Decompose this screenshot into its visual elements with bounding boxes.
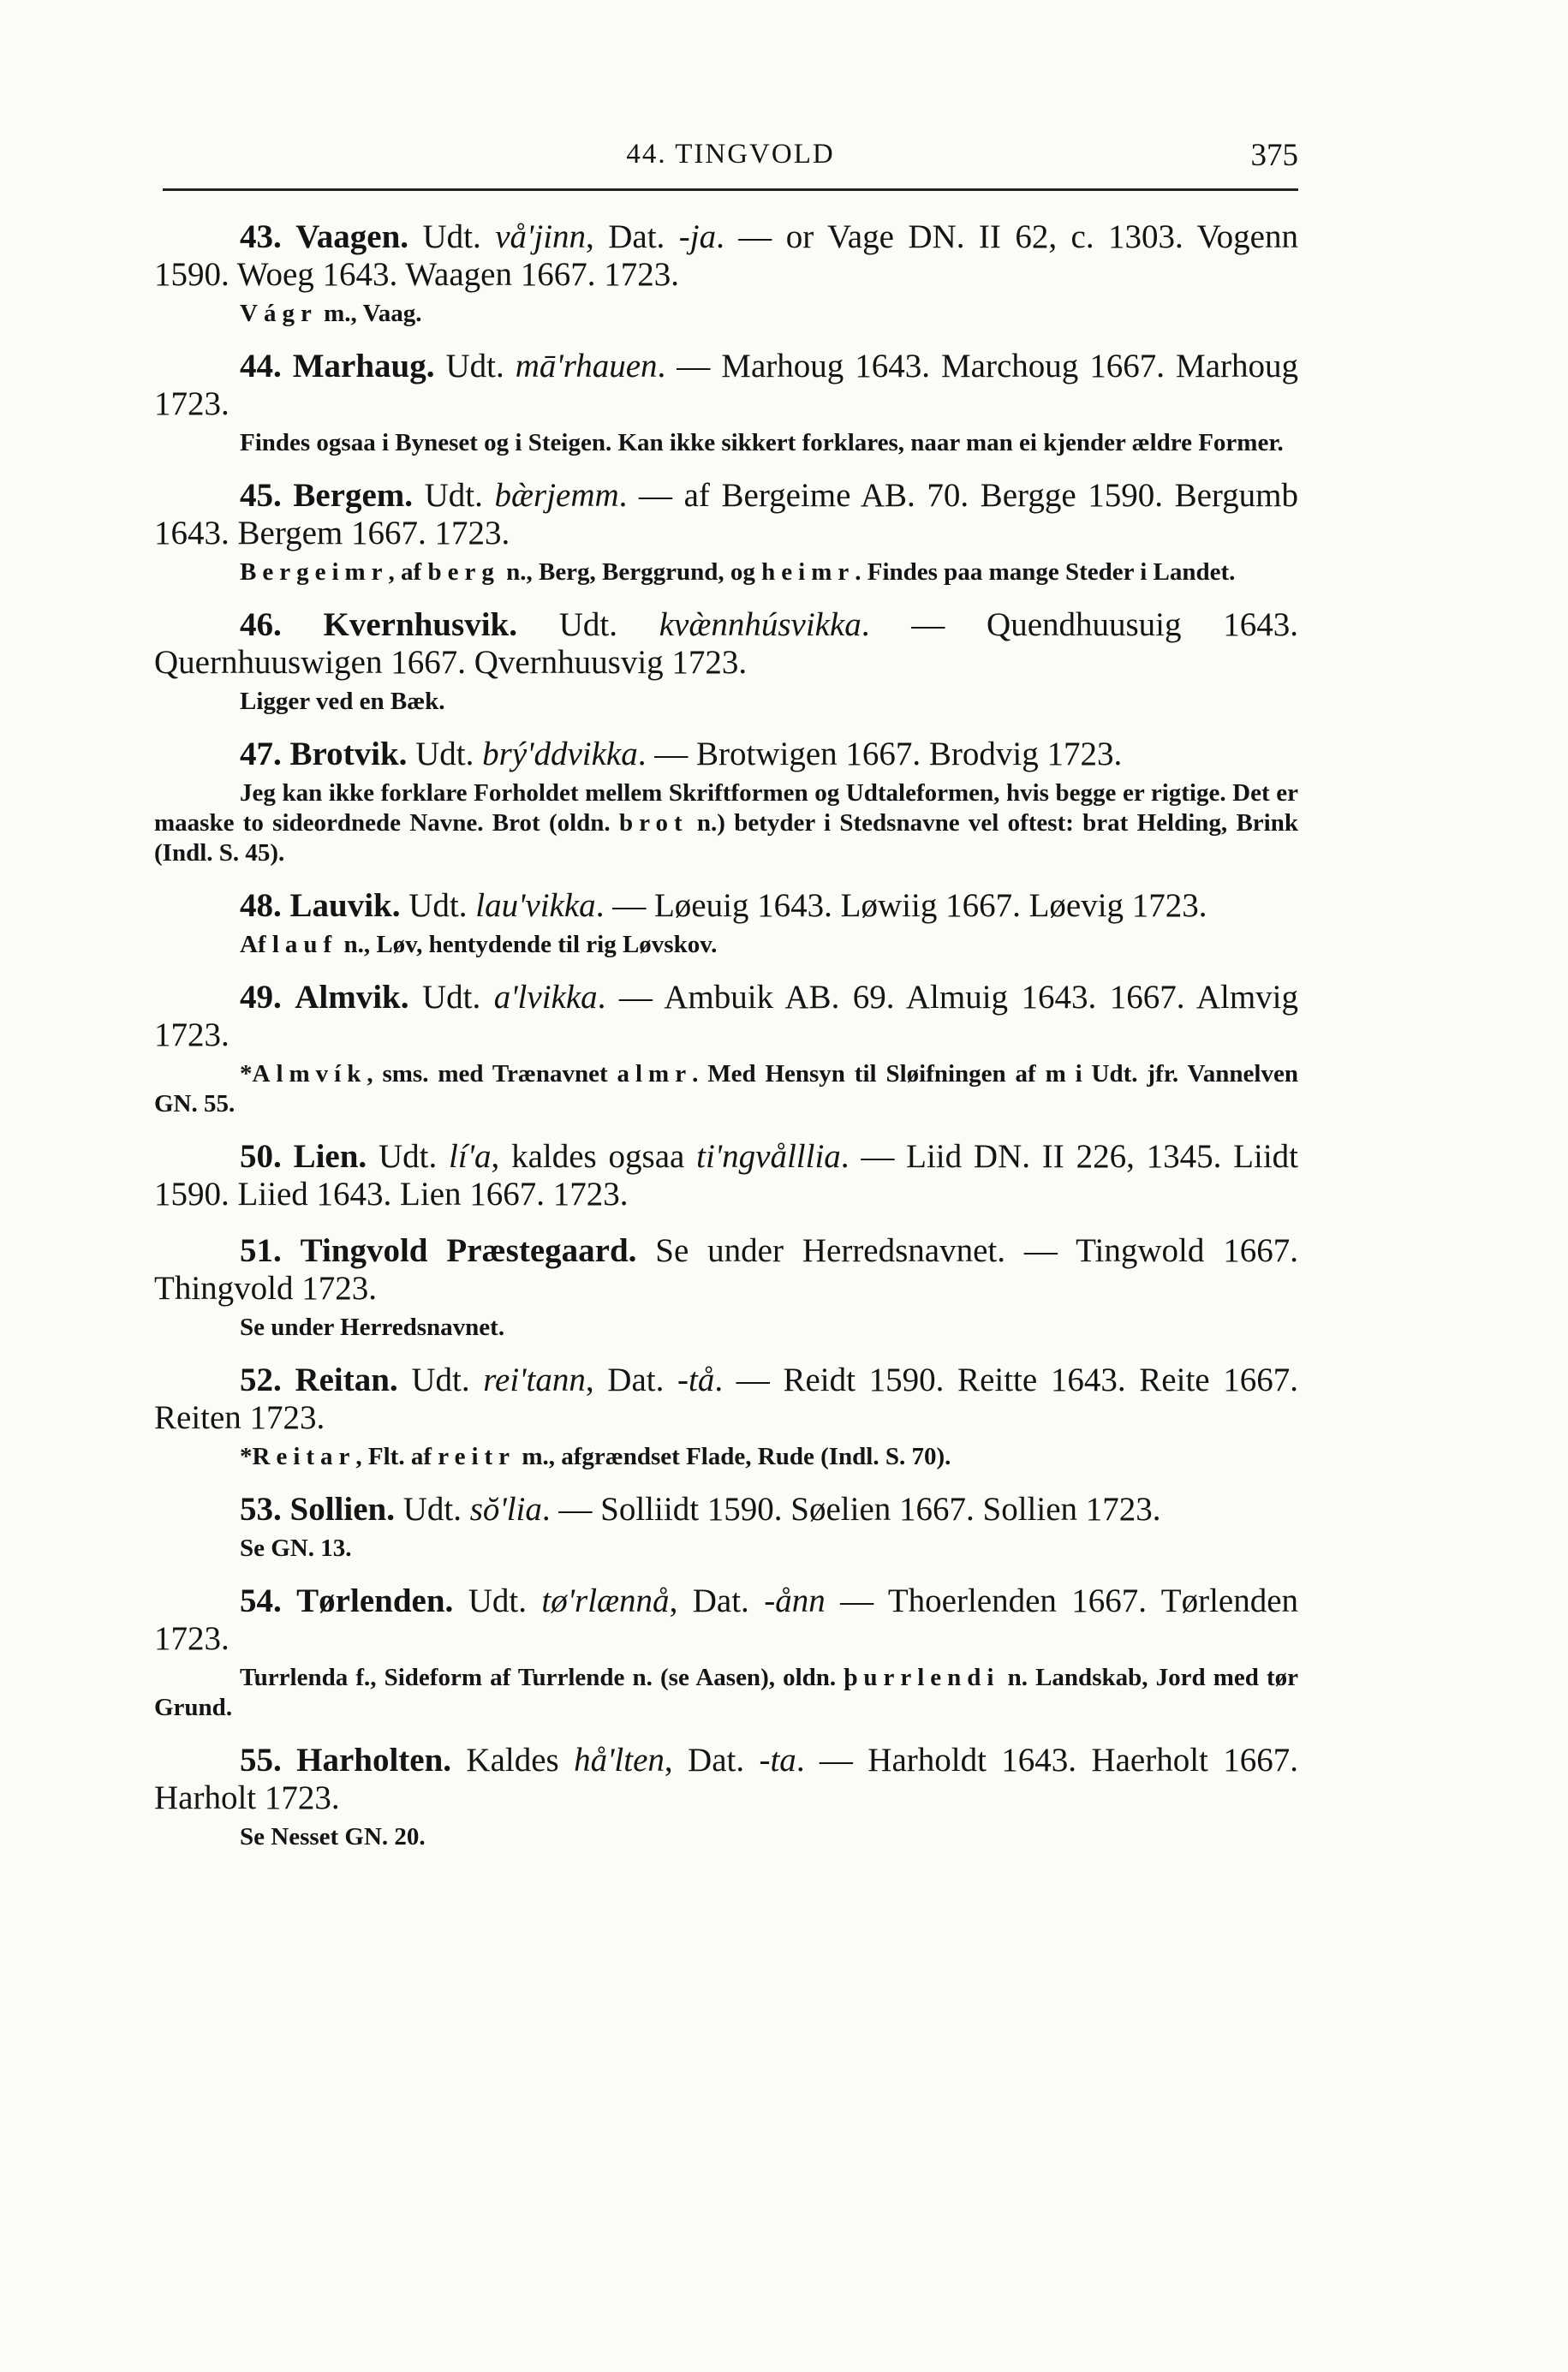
text-run: m., afgrændset Flade, Rude (Indl. S. 70). [516,1443,951,1470]
place-entry [154,477,1298,587]
entry-note [154,1534,1298,1564]
pronunciation: kvæ̀nnhúsvikka [659,606,862,643]
text-run: . — Brotwigen 1667. Brodvig 1723. [637,736,1123,772]
entry-place-name: Almvik. [295,979,409,1016]
running-header [163,128,1298,191]
text-run: Udt. [400,887,476,924]
text-run: * [240,1443,253,1470]
entry-main-text [154,1138,1298,1213]
place-entry [154,218,1298,329]
pronunciation: lau'vikka [475,887,596,924]
text-run: Se Nesset GN. 20. [240,1823,426,1851]
entry-main-text [154,606,1298,682]
entry-note [154,1822,1298,1852]
old-norse-form: þurrlendi [844,1664,1000,1691]
pronunciation: hå'lten [574,1742,665,1779]
place-entry [154,979,1298,1119]
entry-main-text [154,1582,1298,1658]
entry-number: 55. [240,1742,282,1779]
pronunciation: lí'a [449,1138,492,1175]
text-run: , Dat. [664,1742,760,1779]
entry-note [154,687,1298,717]
entry-number: 45. [240,477,282,514]
text-run: . — Solliidt 1590. Søelien 1667. Sollien 1723. [541,1491,1161,1528]
text-run: . — or Vage DN. II 62, c. 1303. Vogenn 1590. Woeg 1643. Waagen 1667. 1723. [154,218,1298,293]
old-norse-form: reitr [438,1443,516,1470]
entry-number: 54. [240,1582,282,1619]
text-run: . — Harholdt 1643. Haerholt 1667. Harholt 1723. [154,1742,1298,1816]
entry-place-name: Harholten. [296,1742,452,1779]
text-run: — Thoerlenden 1667. Tørlenden 1723. [154,1582,1299,1657]
text-run: , kaldes ogsaa [491,1138,697,1175]
place-entry [154,1232,1298,1343]
pronunciation: ti'ngvålllia [696,1138,841,1175]
text-run: , af [388,558,428,586]
pronunciation: mā'rhauen [515,348,658,384]
entry-place-name: Bergem. [293,477,414,514]
place-entry [154,736,1298,868]
entry-number: 48. [240,887,282,924]
entry-note [154,1442,1298,1472]
text-run: m., Vaag. [317,300,422,327]
old-norse-form: Almvík [252,1060,367,1088]
entry-main-text [154,1232,1298,1308]
text-run: Se GN. 13. [240,1535,352,1562]
entry-main-text [154,348,1298,423]
entry-main-text [154,887,1298,925]
entry-number: 52. [240,1362,282,1398]
text-run: . Med Hensyn til Sløifningen af m i Udt. jfr. Vannelven GN. 55. [154,1060,1298,1117]
text-run: n.) betyder i Stedsnavne vel oftest: brat Helding, Brink (Indl. S. 45). [154,809,1298,867]
text-run: Udt. [397,1362,484,1398]
text-run: . Findes paa mange Steder i Landet. [855,558,1236,586]
entry-place-name: Tingvold Præstegaard. [300,1232,637,1269]
text-run: . — Løeuig 1643. Løwiig 1667. Løevig 1723. [595,887,1207,924]
text-run: n., Løv, hentydende til rig Løvskov. [337,931,718,958]
entry-place-name: Vaagen. [295,218,409,255]
text-run: Udt. [453,1582,542,1619]
entry-main-text [154,736,1298,773]
entry-note [154,428,1298,458]
text-run: Af [240,931,272,958]
pronunciation: bæ̀rjemm [494,477,619,514]
text-run: Turrlenda f., Sideform af Turrlende n. (se Aasen), oldn. [240,1664,844,1691]
entry-main-text [154,979,1298,1054]
entry-place-name: Lauvik. [289,887,401,924]
text-run: . — Quendhuusuig 1643. Quernhuuswigen 1667. Qvernhuusvig 1723. [154,606,1299,681]
pronunciation: -ja [678,218,717,255]
text-run: * [240,1060,253,1088]
place-entry [154,1138,1298,1213]
text-run: Udt. [434,348,516,384]
text-run: . — af Bergeime AB. 70. Bergge 1590. Bergumb 1643. Bergem 1667. 1723. [154,477,1299,551]
text-run: , sms. med Trænavnet [367,1060,617,1088]
text-run: n. Landskab, Jord med tør Grund. [154,1664,1298,1721]
text-run: Udt. [413,477,495,514]
text-run: . — Ambuik AB. 69. Almuig 1643. 1667. Almvig 1723. [154,979,1299,1053]
pronunciation: -ta [759,1742,796,1779]
entry-note [154,1059,1298,1119]
entry-main-text [154,1491,1298,1529]
text-run: , Dat. [669,1582,765,1619]
old-norse-form: lauf [271,931,338,958]
text-run: n., Berg, Berggrund, og [499,558,762,586]
entry-main-text [154,1742,1298,1817]
pronunciation: -tå [677,1362,715,1398]
entry-number: 51. [240,1232,282,1269]
entry-main-text [154,218,1298,294]
entry-number: 49. [240,979,282,1016]
pronunciation: vå'jinn [495,218,587,255]
text-run: , Dat. [585,1362,678,1398]
place-entry [154,1362,1298,1472]
entry-place-name: Tørlenden. [296,1582,454,1619]
entry-place-name: Lien. [293,1138,367,1175]
pronunciation: a'lvikka [493,979,598,1016]
entry-number: 53. [240,1491,282,1528]
text-run: , Flt. af [355,1443,438,1470]
place-entry [154,1491,1298,1564]
text-run: . — Marhoug 1643. Marchoug 1667. Marhoug 1723. [154,348,1299,422]
old-norse-form: heimr [761,558,856,586]
text-run: Udt. [408,218,496,255]
entry-note [154,930,1298,960]
entry-main-text [154,477,1298,552]
entry-place-name: Brotvik. [289,736,408,772]
old-norse-form: Vágr [240,300,318,327]
entry-number: 44. [240,348,282,384]
text-run: Jeg kan ikke forklare Forholdet mellem Skriftformen og Udtaleformen, hvis begge er rigtige. Det er maaske to sideordnede Navne. Brot (oldn. [154,779,1298,837]
text-run: , Dat. [586,218,679,255]
entry-place-name: Reitan. [295,1362,398,1398]
entry-place-name: Kvernhusvik. [323,606,517,643]
entry-note [154,299,1298,329]
pronunciation: brý'ddvikka [482,736,638,772]
text-run: Se under Herredsnavnet. — Tingwold 1667. Thingvold 1723. [154,1232,1298,1307]
text-run: . — Liid DN. II 226, 1345. Liidt 1590. Liied 1643. Lien 1667. 1723. [154,1138,1299,1213]
text-run: Udt. [394,1491,470,1528]
entry-number: 47. [240,736,282,772]
text-run: Udt. [408,979,494,1016]
text-run: Kaldes [451,1742,575,1779]
text-run: Udt. [367,1138,450,1175]
entry-note [154,1663,1298,1723]
pronunciation: rei'tann [483,1362,586,1398]
old-norse-form: brot [618,809,689,837]
entry-place-name: Marhaug. [292,348,435,384]
place-entry [154,1582,1298,1723]
entry-number: 50. [240,1138,282,1175]
page-number: 375 [1250,138,1298,173]
old-norse-form: Reitar [252,1443,356,1470]
text-run: Udt. [516,606,659,643]
old-norse-form: Bergeimr [240,558,389,586]
entry-list [154,218,1298,1871]
old-norse-form: berg [427,558,500,586]
entry-note [154,1313,1298,1343]
pronunciation: tø'rlænnå [541,1582,670,1619]
place-entry [154,348,1298,458]
pronunciation: sŏ'lia [469,1491,542,1528]
page-header-title: 44. TINGVOLD [626,139,835,170]
entry-place-name: Sollien. [289,1491,395,1528]
entry-note [154,778,1298,868]
text-run: Udt. [407,736,483,772]
old-norse-form: almr [617,1060,693,1088]
entry-number: 43. [240,218,282,255]
place-entry [154,887,1298,960]
place-entry [154,606,1298,717]
text-run: Findes ogsaa i Byneset og i Steigen. Kan ikke sikkert forklares, naar man ei kjender ældre Former. [240,429,1284,456]
entry-number: 46. [240,606,282,643]
entry-note [154,557,1298,587]
place-entry [154,1742,1298,1852]
entry-main-text [154,1362,1298,1437]
pronunciation: -ånn [764,1582,826,1619]
text-run: . — Reidt 1590. Reitte 1643. Reite 1667. Reiten 1723. [154,1362,1299,1436]
text-run: Ligger ved en Bæk. [240,688,445,715]
text-run: Se under Herredsnavnet. [240,1314,505,1341]
